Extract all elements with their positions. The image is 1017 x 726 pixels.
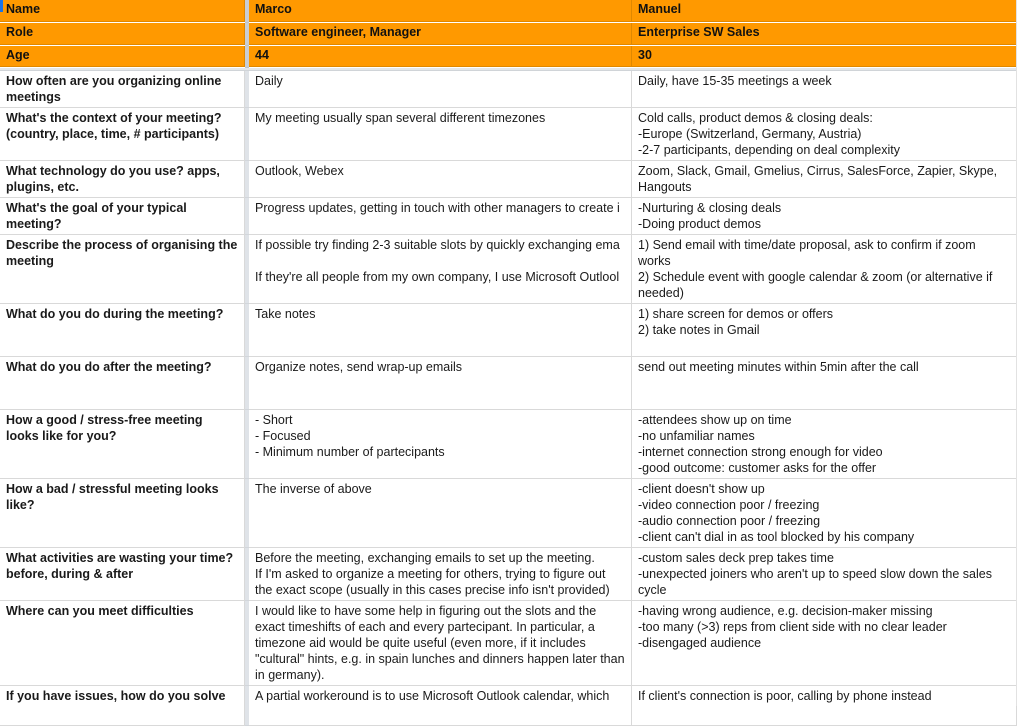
question-cell[interactable]: How a good / stress-free meeting looks like for you? [0, 410, 245, 479]
header-role-label[interactable]: Role [0, 23, 245, 45]
answer-cell-marco[interactable]: The inverse of above [249, 479, 632, 548]
answer-cell-marco[interactable]: Daily [249, 71, 632, 108]
header-age-manuel[interactable]: 30 [632, 46, 1017, 67]
answer-cell-manuel[interactable]: -client doesn't show up -video connection poor / freezing -audio connection poor / freezing -client can't dial in as tool blocked by his company [632, 479, 1017, 548]
question-cell[interactable]: How often are you organizing online meetings [0, 71, 245, 108]
question-cell[interactable]: What's the goal of your typical meeting? [0, 198, 245, 235]
question-cell[interactable]: Describe the process of organising the meeting [0, 235, 245, 304]
answer-cell-marco[interactable]: Progress updates, getting in touch with other managers to create i [249, 198, 632, 235]
answer-cell-manuel[interactable]: -attendees show up on time -no unfamiliar names -internet connection strong enough for video -good outcome: customer asks for the offer [632, 410, 1017, 479]
answer-cell-marco[interactable]: Take notes [249, 304, 632, 357]
answer-cell-marco[interactable]: If possible try finding 2-3 suitable slots by quickly exchanging ema If they're all people from my own company, I use Microsoft Outlool [249, 235, 632, 304]
header-person-marco[interactable]: Marco [249, 0, 632, 22]
answer-cell-manuel[interactable]: -custom sales deck prep takes time -unexpected joiners who aren't up to speed slow down the sales cycle [632, 548, 1017, 601]
answer-cell-manuel[interactable]: 1) share screen for demos or offers 2) take notes in Gmail [632, 304, 1017, 357]
answer-cell-marco[interactable]: Outlook, Webex [249, 161, 632, 198]
question-cell[interactable]: If you have issues, how do you solve [0, 686, 245, 726]
answer-cell-manuel[interactable]: Zoom, Slack, Gmail, Gmelius, Cirrus, SalesForce, Zapier, Skype, Hangouts [632, 161, 1017, 198]
header-age-label[interactable]: Age [0, 46, 245, 67]
answer-cell-manuel[interactable]: -Nurturing & closing deals -Doing product demos [632, 198, 1017, 235]
question-cell[interactable]: What technology do you use? apps, plugins, etc. [0, 161, 245, 198]
header-age-marco[interactable]: 44 [249, 46, 632, 67]
answer-cell-marco[interactable]: Before the meeting, exchanging emails to set up the meeting. If I'm asked to organize a meeting for others, trying to figure out the exact scope (usually in this cases precise info isn't provided) [249, 548, 632, 601]
answer-cell-manuel[interactable]: send out meeting minutes within 5min after the call [632, 357, 1017, 410]
question-cell[interactable]: What do you do after the meeting? [0, 357, 245, 410]
answer-cell-manuel[interactable]: Daily, have 15-35 meetings a week [632, 71, 1017, 108]
answer-cell-manuel[interactable]: 1) Send email with time/date proposal, ask to confirm if zoom works 2) Schedule event with google calendar & zoom (or alternative if needed) [632, 235, 1017, 304]
header-person-manuel[interactable]: Manuel [632, 0, 1017, 22]
answer-cell-manuel[interactable]: If client's connection is poor, calling by phone instead [632, 686, 1017, 726]
answer-cell-marco[interactable]: My meeting usually span several different timezones [249, 108, 632, 161]
answer-cell-manuel[interactable]: -having wrong audience, e.g. decision-maker missing -too many (>3) reps from client side with no clear leader -disengaged audience [632, 601, 1017, 686]
answer-cell-marco[interactable]: Organize notes, send wrap-up emails [249, 357, 632, 410]
question-cell[interactable]: What do you do during the meeting? [0, 304, 245, 357]
question-cell[interactable]: What activities are wasting your time? before, during & after [0, 548, 245, 601]
answer-cell-marco[interactable]: I would like to have some help in figuring out the slots and the exact timeshifts of each and every partecipant. In particular, a timezone aid would be quite useful (even more, if it includes "cultural" hints, e.g. in spain lunches and dinners happen later than in germany). [249, 601, 632, 686]
answer-cell-marco[interactable]: - Short - Focused - Minimum number of partecipants [249, 410, 632, 479]
question-cell[interactable]: What's the context of your meeting? (country, place, time, # participants) [0, 108, 245, 161]
active-cell-indicator [0, 0, 3, 12]
question-cell[interactable]: How a bad / stressful meeting looks like? [0, 479, 245, 548]
answer-cell-marco[interactable]: A partial workeround is to use Microsoft Outlook calendar, which [249, 686, 632, 726]
header-role-marco[interactable]: Software engineer, Manager [249, 23, 632, 45]
header-role-manuel[interactable]: Enterprise SW Sales [632, 23, 1017, 45]
header-name-label[interactable]: Name [0, 0, 245, 22]
answer-cell-manuel[interactable]: Cold calls, product demos & closing deals: -Europe (Switzerland, Germany, Austria) -2-7 participants, depending on deal complexity [632, 108, 1017, 161]
question-cell[interactable]: Where can you meet difficulties [0, 601, 245, 686]
